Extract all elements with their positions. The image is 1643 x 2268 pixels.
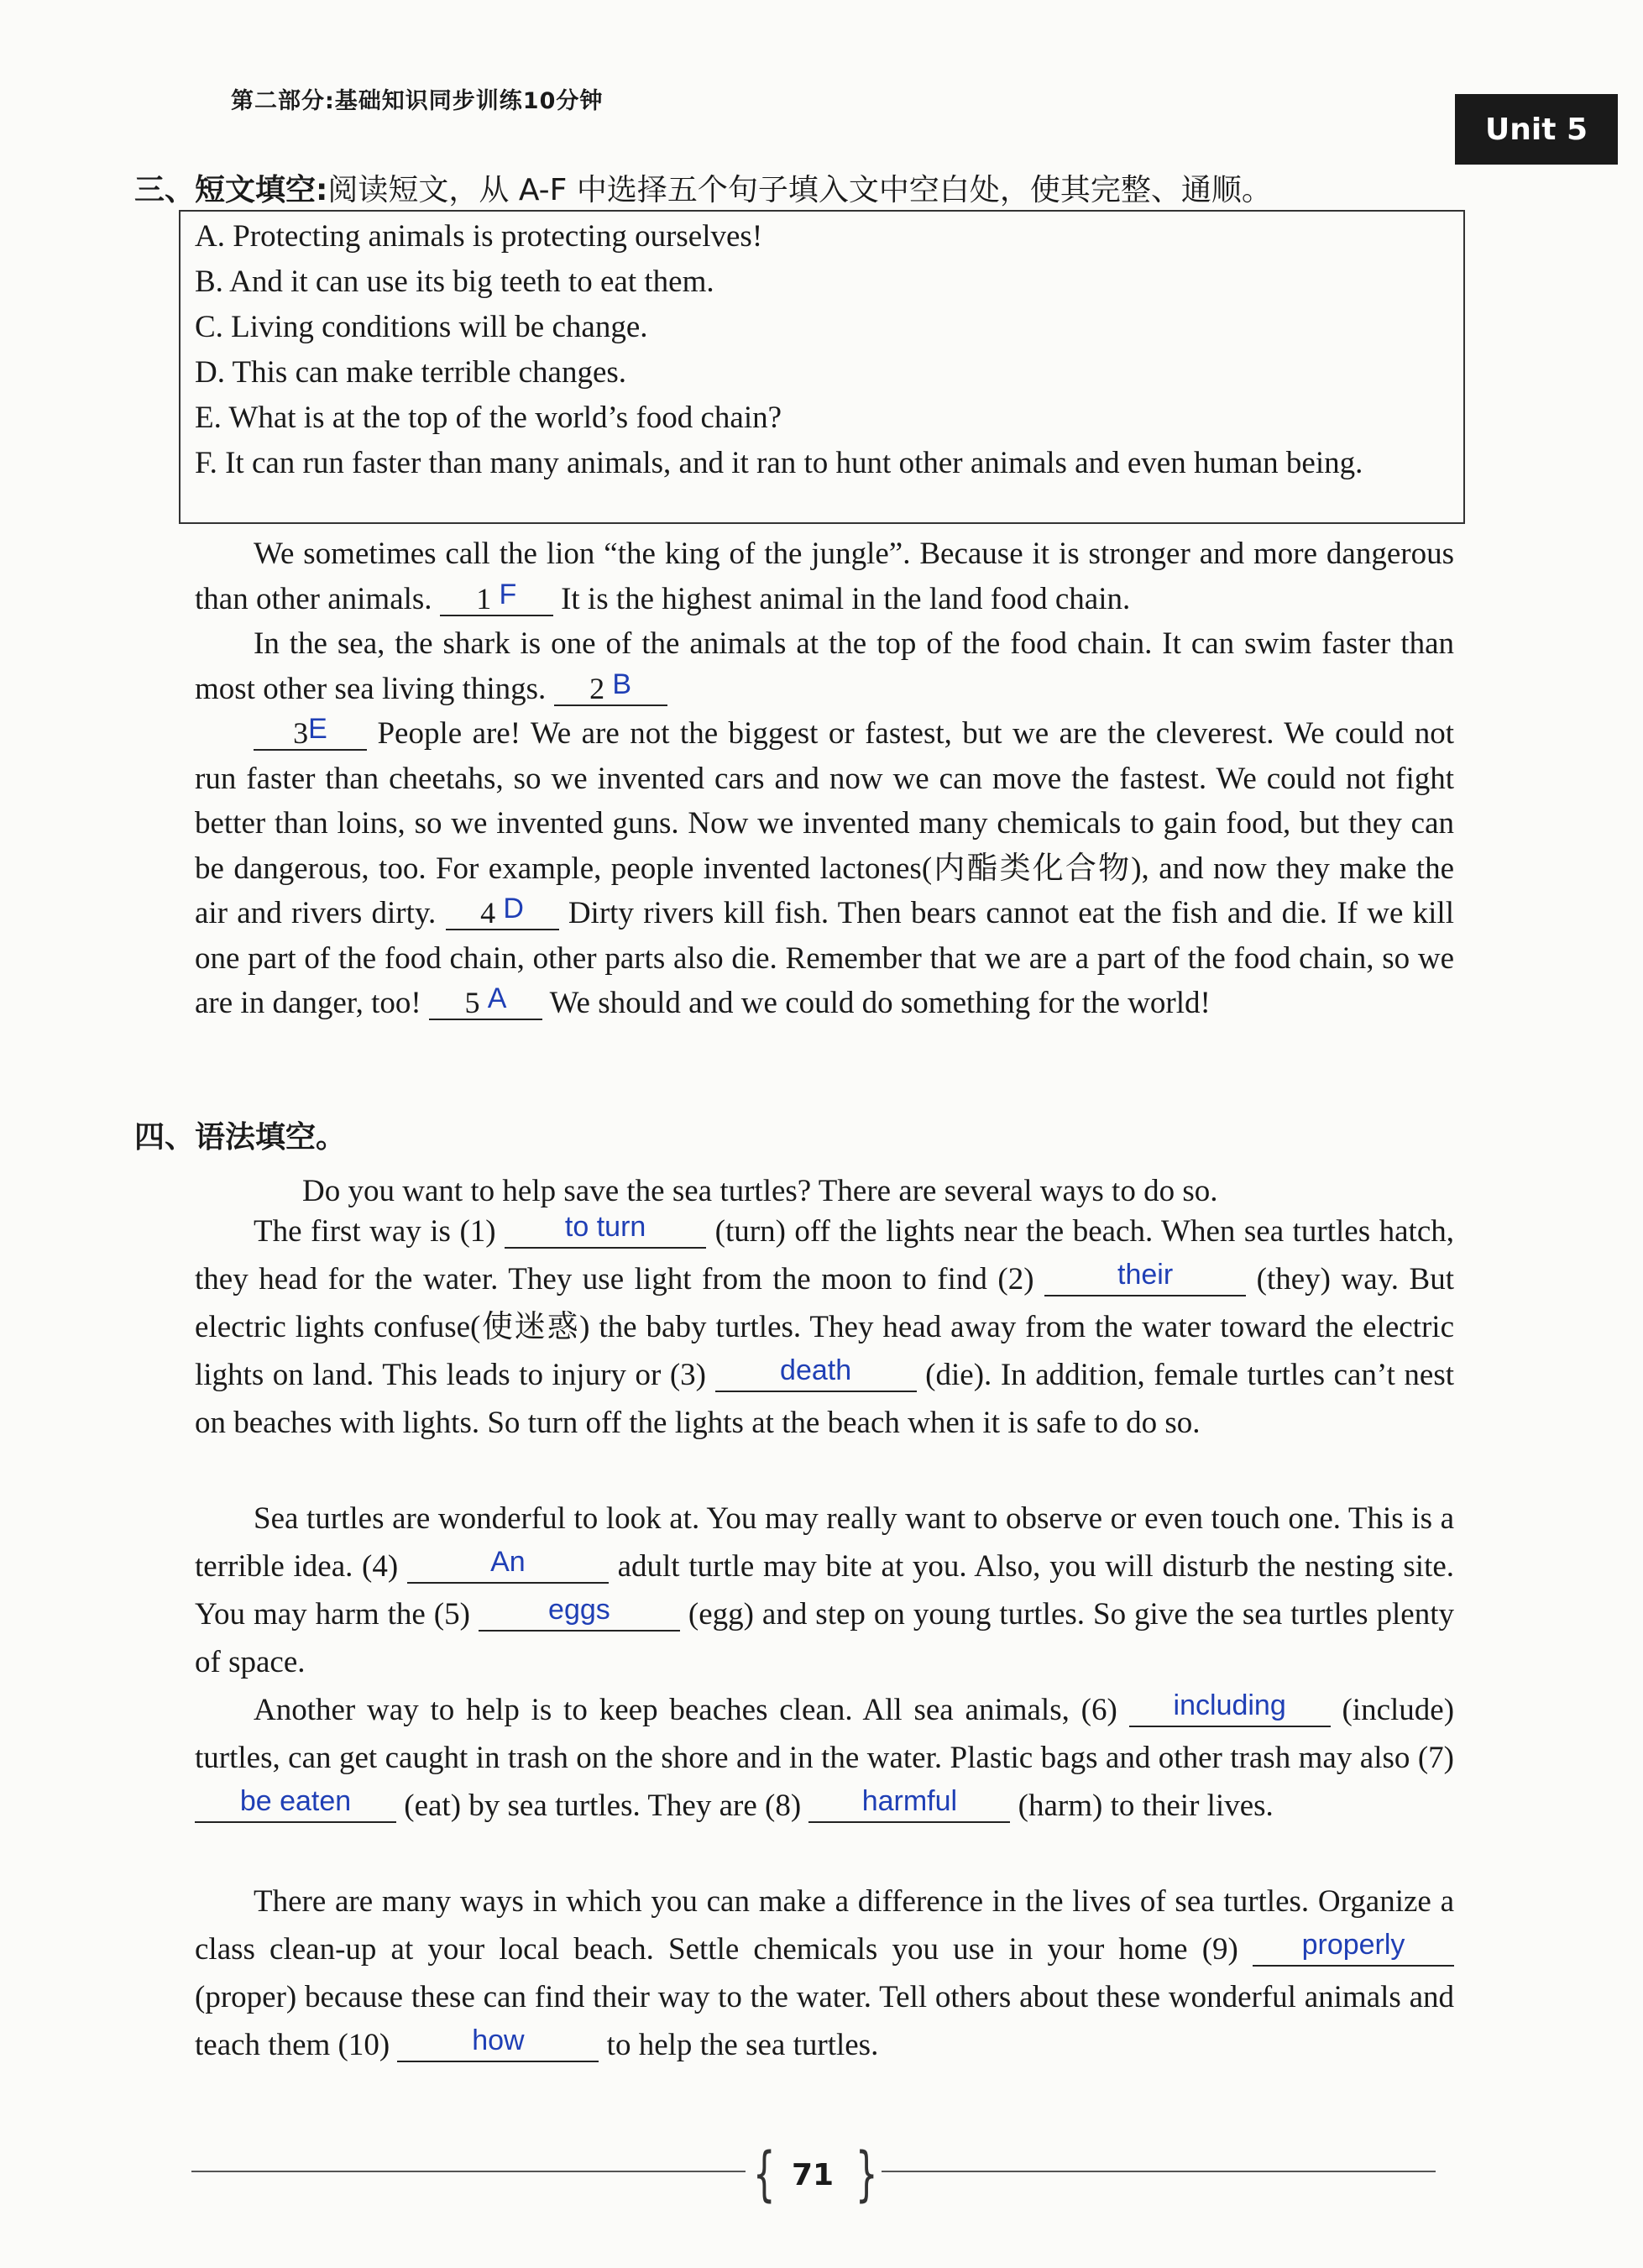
s3-blank-4-answer: D: [503, 893, 524, 924]
option-e: E. What is at the top of the world’s food chain?: [195, 401, 782, 435]
s4-blank-9: [1253, 1929, 1454, 1967]
s4-p3-text-d: (harm) to their lives.: [1018, 1789, 1274, 1823]
s3-blank-1-answer: F: [499, 578, 517, 610]
s4-p4-text-a: There are many ways in which you can make a difference in the lives of sea turtles. Organize a class clean-up at your local beach. Settle chemicals you use in your home (9): [195, 1884, 1454, 1967]
s4-blank-7: [195, 1785, 396, 1823]
s4-p3-text-c: (eat) by sea turtles. They are (8): [404, 1789, 802, 1823]
section3-instruction: 阅读短文，从 A-F 中选择五个句子填入文中空白处，使其完整、通顺。: [327, 173, 1272, 207]
s4-answer-10: how: [472, 2024, 525, 2056]
s4-paragraph-3: [195, 1686, 1454, 1830]
s4-answer-6: including: [1173, 1689, 1286, 1721]
s4-intro: Do you want to help save the sea turtles? There are several ways to do so.: [302, 1174, 1218, 1208]
page-number: 71: [791, 2157, 835, 2192]
s4-p3-text-a: Another way to help is to keep beaches clean. All sea animals, (6): [254, 1693, 1117, 1727]
s3-blank-3: [254, 713, 367, 751]
s4-p1-text-d: (die). In addition, female turtles can’t nest on beaches with lights. So turn off the lights at the beach when it is safe to do so.: [195, 1358, 1455, 1440]
s4-paragraph-2: [195, 1495, 1454, 1686]
right-brace-icon: }: [855, 2140, 878, 2208]
left-brace-icon: {: [752, 2140, 776, 2208]
s4-blank-4: [407, 1546, 609, 1584]
s4-blank-8: [808, 1785, 1010, 1823]
s4-p3-text-b: (include) turtles, can get caught in trash on the shore and in the water. Plastic bags and other trash may also (7): [195, 1693, 1455, 1775]
s3-blank-2-number: 2: [589, 671, 605, 705]
s4-blank-3: [715, 1354, 917, 1392]
s4-blank-2: [1044, 1259, 1246, 1296]
s3-blank-3-answer: E: [308, 713, 327, 745]
s3-blank-5-number: 5: [464, 986, 480, 1019]
s3-p3-text-b: Dirty rivers kill fish. Then bears cannot eat the fish and die. If we kill one part of the food chain, other parts also die. Remember that we are a part of the food chain, so we are in danger, too!: [195, 896, 1454, 1020]
s3-paragraph-1: [195, 532, 1454, 621]
s3-p2-text: In the sea, the shark is one of the animals at the top of the food chain. It can swim faster than most other sea living things.: [195, 626, 1454, 706]
s3-blank-2: [554, 668, 667, 706]
s4-p2-text-c: (egg) and step on young turtles. So give the sea turtles plenty of space.: [195, 1597, 1455, 1679]
s4-answer-9: properly: [1301, 1929, 1405, 1961]
s4-blank-1: [505, 1211, 706, 1249]
option-d: D. This can make terrible changes.: [195, 355, 627, 390]
s4-answer-1: to turn: [564, 1211, 646, 1243]
s3-p3-text-a: People are! We are not the biggest or fastest, but we are the cleverest. We could not run faster than cheetahs, so we invented cars and now we can move the fastest. We could not fight better than loins, so we invented guns. Now we invented many chemicals to gain food, but they can be dangerous, too. For example, people invented lactones(内酯类化合物), and now they make the air and rivers dirty.: [195, 716, 1455, 930]
s4-answer-8: harmful: [861, 1785, 958, 1817]
s4-p1-text-c: (they) way. But electric lights confuse(使迷惑) the baby turtles. They head away from the water toward the electric lights on land. This leads to injury or (3): [195, 1262, 1455, 1392]
footer-rule-right: [882, 2171, 1436, 2172]
s3-paragraph-2: [195, 621, 1454, 711]
s4-blank-6: [1129, 1689, 1331, 1727]
s4-blank-10: [397, 2024, 599, 2062]
section3-heading: 三、短文填空:: [134, 173, 328, 207]
s4-answer-3: death: [780, 1354, 852, 1386]
section3-title: [134, 166, 1272, 209]
s4-blank-5: [479, 1594, 680, 1632]
section-header: 第二部分:基础知识同步训练10分钟: [231, 88, 604, 114]
s4-p2-text-a: Sea turtles are wonderful to look at. You may really want to observe or even touch one. This is a terrible idea. (4): [195, 1501, 1454, 1584]
s3-blank-5-answer: A: [487, 982, 507, 1014]
footer-rule-left: [191, 2171, 746, 2172]
option-a: A. Protecting animals is protecting ourselves!: [195, 219, 763, 254]
s3-p1-text-b: It is the highest animal in the land food chain.: [561, 581, 1131, 616]
s4-answer-2: their: [1117, 1259, 1174, 1291]
s4-p1-text-a: The first way is (1): [254, 1214, 496, 1249]
s4-answer-4: An: [490, 1546, 526, 1578]
s4-paragraph-1: [195, 1207, 1454, 1447]
s4-p4-text-c: to help the sea turtles.: [606, 2028, 879, 2062]
s4-answer-5: eggs: [548, 1594, 610, 1626]
s4-p2-text-b: adult turtle may bite at you. Also, you will disturb the nesting site. You may harm the (5): [195, 1549, 1455, 1632]
s3-paragraph-3: [195, 711, 1454, 1026]
s3-blank-2-answer: B: [612, 668, 631, 700]
option-f: F. It can run faster than many animals, and it ran to hunt other animals and even human being.: [195, 446, 1363, 480]
unit-tab: Unit 5: [1455, 94, 1618, 165]
s4-answer-7: be eaten: [239, 1785, 352, 1817]
s3-blank-1: [440, 578, 553, 616]
option-c: C. Living conditions will be change.: [195, 310, 648, 344]
s4-p1-text-b: (turn) off the lights near the beach. When sea turtles hatch, they head for the water. They use light from the moon to find (2): [195, 1214, 1455, 1296]
s3-p1-text-a: We sometimes call the lion “the king of the jungle”. Because it is stronger and more dangerous than other animals.: [195, 537, 1454, 616]
section4-title: 四、语法填空。: [134, 1120, 347, 1155]
s3-blank-3-number: 3: [293, 716, 309, 750]
s3-blank-4-number: 4: [480, 896, 496, 930]
s3-blank-5: [429, 982, 542, 1020]
s4-p4-text-b: (proper) because these can find their way to the water. Tell others about these wonderful animals and teach them (10): [195, 1980, 1454, 2062]
s3-blank-1-number: 1: [476, 581, 492, 615]
s3-p3-text-c: We should and we could do something for the world!: [549, 986, 1211, 1020]
option-b: B. And it can use its big teeth to eat them.: [195, 265, 714, 299]
s4-paragraph-4: [195, 1878, 1454, 2069]
s3-blank-4: [446, 893, 559, 930]
